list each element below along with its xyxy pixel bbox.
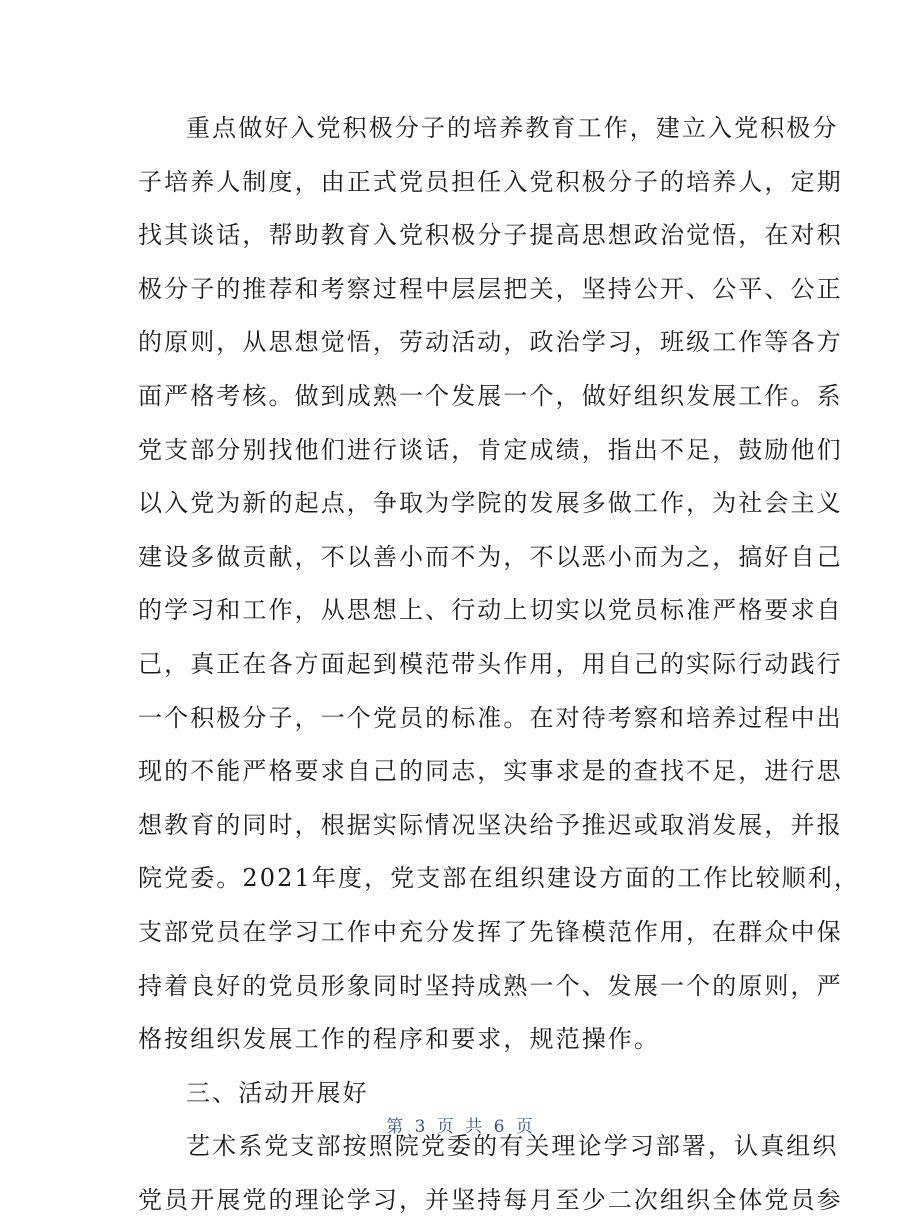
paragraph-line: 想教育的同时，根据实际情况坚决给予推迟或取消发展，并报 (138, 810, 843, 839)
paragraph-line: 以入党为新的起点，争取为学院的发展多做工作，为社会主义 (138, 489, 843, 518)
paragraph-line: 找其谈话，帮助教育入党积极分子提高思想政治觉悟，在对积 (138, 221, 843, 250)
page-number-footer: 第 3 页 共 6 页 (386, 1117, 534, 1137)
paragraph-line: 院党委。2021年度，党支部在组织建设方面的工作比较顺利， (138, 864, 860, 893)
paragraph-line: 面严格考核。做到成熟一个发展一个，做好组织发展工作。系 (138, 381, 843, 410)
paragraph-line: 党员开展党的理论学习，并坚持每月至少二次组织全体党员参 (138, 1185, 843, 1214)
paragraph-line: 重点做好入党积极分子的培养教育工作，建立入党积极分 (186, 114, 839, 142)
paragraph-line: 艺术系党支部按照院党委的有关理论学习部署，认真组织 (186, 1132, 839, 1161)
section-heading: 三、活动开展好 (186, 1078, 369, 1107)
paragraph-line: 极分子的推荐和考察过程中层层把关，坚持公开、公平、公正 (138, 274, 843, 303)
paragraph-line: 格按组织发展工作的程序和要求，规范操作。 (138, 1025, 660, 1054)
paragraph-line: 持着良好的党员形象同时坚持成熟一个、发展一个的原则，严 (138, 971, 843, 1000)
paragraph-line: 支部党员在学习工作中充分发挥了先锋模范作用，在群众中保 (138, 917, 843, 946)
paragraph-line: 一个积极分子，一个党员的标准。在对待考察和培养过程中出 (138, 703, 843, 732)
paragraph-line: 党支部分别找他们进行谈话，肯定成绩，指出不足，鼓励他们 (138, 435, 843, 464)
paragraph-line: 己，真正在各方面起到模范带头作用，用自己的实际行动践行 (138, 649, 843, 678)
paragraph-line: 建设多做贡献，不以善小而不为，不以恶小而为之，搞好自己 (138, 542, 843, 571)
paragraph-line: 子培养人制度，由正式党员担任入党积极分子的培养人，定期 (138, 167, 843, 196)
paragraph-line: 现的不能严格要求自己的同志，实事求是的查找不足，进行思 (138, 757, 843, 786)
body-text (138, 102, 860, 1227)
paragraph-line: 的学习和工作，从思想上、行动上切实以党员标准严格要求自 (138, 596, 843, 625)
paragraph-line: 的原则，从思想觉悟，劳动活动，政治学习，班级工作等各方 (138, 328, 843, 357)
